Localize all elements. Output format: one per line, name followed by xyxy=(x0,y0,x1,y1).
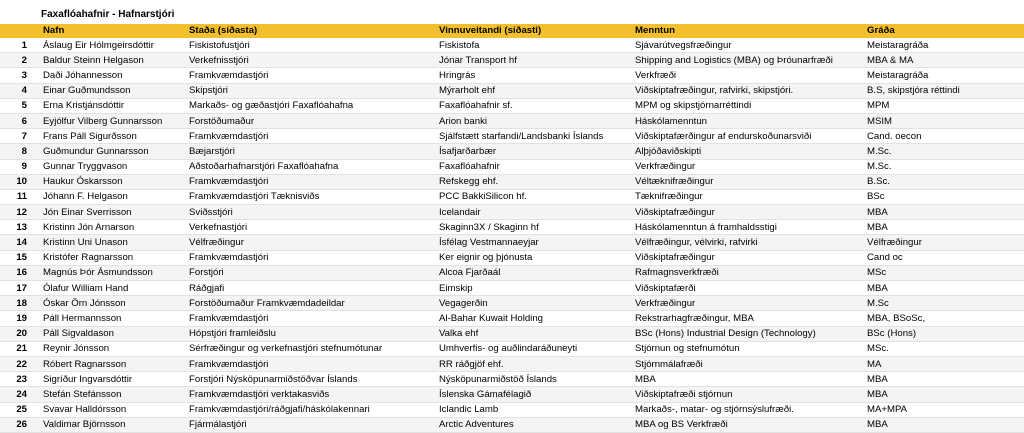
cell-position: Framkvæmdastjóri xyxy=(186,68,436,83)
row-number: 26 xyxy=(0,417,40,432)
cell-position: Skipstjóri xyxy=(186,83,436,98)
cell-education: Viðskiptafræðingur xyxy=(632,250,864,265)
cell-name: Áslaug Eir Hólmgeirsdóttir xyxy=(40,38,186,53)
cell-name: Stefán Stefánsson xyxy=(40,387,186,402)
cell-employer: Vegagerðin xyxy=(436,296,632,311)
cell-name: Guðmundur Gunnarsson xyxy=(40,144,186,159)
row-number: 16 xyxy=(0,265,40,280)
cell-position: Forstöðumaður Framkvæmdadeildar xyxy=(186,296,436,311)
cell-name: Sigríður Ingvarsdóttir xyxy=(40,372,186,387)
cell-education: Viðskiptafærði xyxy=(632,281,864,296)
cell-degree: Vélfræðingur xyxy=(864,235,1024,250)
table-row xyxy=(0,205,1024,220)
cell-position: Fiskistofustjóri xyxy=(186,38,436,53)
row-number: 17 xyxy=(0,281,40,296)
table-row xyxy=(0,38,1024,53)
cell-employer: Skaginn3X / Skaginn hf xyxy=(436,220,632,235)
cell-employer: Iclandic Lamb xyxy=(436,402,632,417)
header-row xyxy=(0,24,1024,38)
cell-position: Framkvæmdastjóri xyxy=(186,250,436,265)
cell-name: Haukur Óskarsson xyxy=(40,174,186,189)
row-number: 4 xyxy=(0,83,40,98)
cell-education: Véltæknifræðingur xyxy=(632,174,864,189)
cell-education: MPM og skipstjórnarréttindi xyxy=(632,98,864,113)
table-row xyxy=(0,326,1024,341)
cell-education: MBA xyxy=(632,372,864,387)
cell-degree: MBA xyxy=(864,417,1024,432)
table-row xyxy=(0,174,1024,189)
header-position: Staða (síðasta) xyxy=(189,25,258,36)
cell-education: Rekstrarhagfræðingur, MBA xyxy=(632,311,864,326)
cell-position: Sérfræðingur og verkefnastjóri stefnumótunar xyxy=(186,341,436,356)
table-row xyxy=(0,113,1024,128)
table-row xyxy=(0,356,1024,371)
cell-education: Verkfræðingur xyxy=(632,296,864,311)
table-row xyxy=(0,83,1024,98)
cell-name: Kristinn Uni Unason xyxy=(40,235,186,250)
cell-name: Svavar Halldórsson xyxy=(40,402,186,417)
cell-education: Vélfræðingur, vélvirki, rafvirki xyxy=(632,235,864,250)
row-number: 24 xyxy=(0,387,40,402)
cell-name: Kristinn Jón Arnarson xyxy=(40,220,186,235)
cell-position: Vélfræðingur xyxy=(186,235,436,250)
cell-name: Valdimar Björnsson xyxy=(40,417,186,432)
table-row xyxy=(0,68,1024,83)
header-index xyxy=(0,24,40,38)
cell-name: Jón Einar Sverrisson xyxy=(40,205,186,220)
cell-employer: Arctic Adventures xyxy=(436,417,632,432)
cell-employer: Íslenska Gámafélagið xyxy=(436,387,632,402)
table-row xyxy=(0,281,1024,296)
cell-employer: Arion banki xyxy=(436,113,632,128)
cell-degree: BSc (Hons) xyxy=(864,326,1024,341)
cell-position: Forstöðumaður xyxy=(186,113,436,128)
cell-education: MBA og BS Verkfræði xyxy=(632,417,864,432)
cell-position: Verkefnisstjóri xyxy=(186,53,436,68)
row-number: 1 xyxy=(0,38,40,53)
cell-name: Magnús Þór Ásmundsson xyxy=(40,265,186,280)
table-row xyxy=(0,417,1024,432)
cell-education: Viðskiptafærðingur af endurskoðunarsviði xyxy=(632,129,864,144)
row-number: 14 xyxy=(0,235,40,250)
cell-degree: MBA xyxy=(864,220,1024,235)
cell-degree: B.Sc. xyxy=(864,174,1024,189)
cell-education: BSc (Hons) Industrial Design (Technology) xyxy=(632,326,864,341)
cell-education: Shipping and Logistics (MBA) og Þróunarfræði xyxy=(632,53,864,68)
cell-name: Kristófer Ragnarsson xyxy=(40,250,186,265)
cell-education: Verkfræði xyxy=(632,68,864,83)
row-number: 19 xyxy=(0,311,40,326)
row-number: 13 xyxy=(0,220,40,235)
cell-position: Sviðsstjóri xyxy=(186,205,436,220)
cell-employer: Faxaflóahafnir sf. xyxy=(436,98,632,113)
row-number: 22 xyxy=(0,356,40,371)
cell-position: Forstjóri Nýsköpunarmiðstöðvar Íslands xyxy=(186,372,436,387)
cell-position: Ráðgjafi xyxy=(186,281,436,296)
row-number: 23 xyxy=(0,372,40,387)
header-name: Nafn xyxy=(43,25,65,36)
cell-employer: Ísfélag Vestmannaeyjar xyxy=(436,235,632,250)
cell-degree: BSc xyxy=(864,189,1024,204)
cell-position: Framkvæmdastjóri/ráðgjafi/háskólakennari xyxy=(186,402,436,417)
table-row xyxy=(0,129,1024,144)
cell-degree: MBA xyxy=(864,387,1024,402)
row-number: 15 xyxy=(0,250,40,265)
cell-employer: Ísafjarðarbær xyxy=(436,144,632,159)
cell-position: Verkefnastjóri xyxy=(186,220,436,235)
cell-employer: Ker eignir og þjónusta xyxy=(436,250,632,265)
cell-employer: Hringrás xyxy=(436,68,632,83)
cell-degree: MBA & MA xyxy=(864,53,1024,68)
table-row xyxy=(0,341,1024,356)
cell-degree: Cand. oecon xyxy=(864,129,1024,144)
row-number: 2 xyxy=(0,53,40,68)
cell-education: Sjávarútvegsfræðingur xyxy=(632,38,864,53)
cell-employer: RR ráðgjöf ehf. xyxy=(436,356,632,371)
cell-position: Markaðs- og gæðastjóri Faxaflóahafna xyxy=(186,98,436,113)
cell-degree: MSIM xyxy=(864,113,1024,128)
row-number: 12 xyxy=(0,205,40,220)
table-row xyxy=(0,372,1024,387)
cell-degree: MA+MPA xyxy=(864,402,1024,417)
table-row xyxy=(0,402,1024,417)
cell-employer: PCC BakkiSilicon hf. xyxy=(436,189,632,204)
cell-education: Verkfræðingur xyxy=(632,159,864,174)
cell-name: Ólafur William Hand xyxy=(40,281,186,296)
cell-education: Rafmagnsverkfræði xyxy=(632,265,864,280)
cell-education: Stjórnun og stefnumótun xyxy=(632,341,864,356)
cell-degree: B.S, skipstjóra réttindi xyxy=(864,83,1024,98)
cell-position: Framkvæmdastjóri xyxy=(186,311,436,326)
cell-name: Gunnar Tryggvason xyxy=(40,159,186,174)
cell-degree: MBA xyxy=(864,281,1024,296)
cell-education: Markaðs-, matar- og stjórnsýslufræði. xyxy=(632,402,864,417)
table-row xyxy=(0,220,1024,235)
cell-degree: MPM xyxy=(864,98,1024,113)
cell-position: Framkvæmdastjóri xyxy=(186,174,436,189)
cell-degree: M.Sc. xyxy=(864,159,1024,174)
cell-degree: Meistaragráða xyxy=(864,38,1024,53)
cell-employer: Icelandair xyxy=(436,205,632,220)
cell-name: Róbert Ragnarsson xyxy=(40,356,186,371)
cell-degree: MA xyxy=(864,356,1024,371)
cell-degree: Cand oc xyxy=(864,250,1024,265)
row-number: 3 xyxy=(0,68,40,83)
cell-employer: Umhverfis- og auðlindaráðuneyti xyxy=(436,341,632,356)
row-number: 9 xyxy=(0,159,40,174)
cell-employer: Valka ehf xyxy=(436,326,632,341)
row-number: 5 xyxy=(0,98,40,113)
table-row xyxy=(0,189,1024,204)
cell-position: Fjármálastjóri xyxy=(186,417,436,432)
cell-employer: Alcoa Fjarðaál xyxy=(436,265,632,280)
header-education: Menntun xyxy=(635,25,675,36)
cell-employer: Fiskistofa xyxy=(436,38,632,53)
cell-name: Reynir Jónsson xyxy=(40,341,186,356)
cell-degree: MSc xyxy=(864,265,1024,280)
cell-name: Erna Kristjánsdóttir xyxy=(40,98,186,113)
cell-degree: MBA xyxy=(864,372,1024,387)
cell-name: Páll Hermannsson xyxy=(40,311,186,326)
table-row xyxy=(0,159,1024,174)
cell-degree: MBA, BSoSc, xyxy=(864,311,1024,326)
cell-education: Háskólamenntun xyxy=(632,113,864,128)
table-row xyxy=(0,311,1024,326)
row-number: 20 xyxy=(0,326,40,341)
cell-education: Háskólamenntun á framhaldsstigi xyxy=(632,220,864,235)
table-row xyxy=(0,296,1024,311)
cell-position: Aðstoðarhafnarstjóri Faxaflóahafna xyxy=(186,159,436,174)
cell-position: Framkvæmdastjóri xyxy=(186,356,436,371)
table-row xyxy=(0,235,1024,250)
cell-position: Hópstjóri framleiðslu xyxy=(186,326,436,341)
cell-position: Forstjóri xyxy=(186,265,436,280)
cell-name: Einar Guðmundsson xyxy=(40,83,186,98)
table-row xyxy=(0,53,1024,68)
table-row xyxy=(0,387,1024,402)
cell-position: Framkvæmdastjóri Tæknisviðs xyxy=(186,189,436,204)
cell-position: Framkvæmdastjóri verktakasviðs xyxy=(186,387,436,402)
cell-education: Stjórnmálafræði xyxy=(632,356,864,371)
row-number: 21 xyxy=(0,341,40,356)
cell-employer: Eimskip xyxy=(436,281,632,296)
cell-position: Framkvæmdastjóri xyxy=(186,129,436,144)
cell-employer: Mýrarholt ehf xyxy=(436,83,632,98)
cell-name: Baldur Steinn Helgason xyxy=(40,53,186,68)
row-number: 8 xyxy=(0,144,40,159)
cell-education: Tæknifræðingur xyxy=(632,189,864,204)
applicants-table xyxy=(0,24,1024,433)
cell-employer: Jónar Transport hf xyxy=(436,53,632,68)
cell-name: Eyjólfur Vilberg Gunnarsson xyxy=(40,113,186,128)
cell-position: Bæjarstjóri xyxy=(186,144,436,159)
cell-name: Frans Páll Sigurðsson xyxy=(40,129,186,144)
cell-employer: Sjálfstætt starfandi/Landsbanki Íslands xyxy=(436,129,632,144)
row-number: 10 xyxy=(0,174,40,189)
row-number: 25 xyxy=(0,402,40,417)
cell-education: Viðskiptafræði stjórnun xyxy=(632,387,864,402)
row-number: 11 xyxy=(0,189,40,204)
table-row xyxy=(0,98,1024,113)
row-number: 7 xyxy=(0,129,40,144)
cell-employer: Al-Bahar Kuwait Holding xyxy=(436,311,632,326)
cell-employer: Nýsköpunarmiðstöð Íslands xyxy=(436,372,632,387)
cell-name: Jóhann F. Helgason xyxy=(40,189,186,204)
cell-degree: MBA xyxy=(864,205,1024,220)
cell-name: Daði Jóhannesson xyxy=(40,68,186,83)
table-row xyxy=(0,144,1024,159)
header-degree: Gráða xyxy=(867,25,895,36)
cell-education: Viðskiptafræðingur, rafvirki, skipstjóri. xyxy=(632,83,864,98)
cell-employer: Faxaflóahafnir xyxy=(436,159,632,174)
cell-name: Óskar Örn Jónsson xyxy=(40,296,186,311)
row-number: 18 xyxy=(0,296,40,311)
cell-name: Páll Sigvaldason xyxy=(40,326,186,341)
cell-education: Viðskiptafræðingur xyxy=(632,205,864,220)
header-employer: Vinnuveitandi (síðasti) xyxy=(439,25,542,36)
table-row xyxy=(0,265,1024,280)
cell-degree: MSc. xyxy=(864,341,1024,356)
row-number: 6 xyxy=(0,113,40,128)
cell-degree: Meistaragráða xyxy=(864,68,1024,83)
table-row xyxy=(0,250,1024,265)
cell-employer: Refskegg ehf. xyxy=(436,174,632,189)
cell-degree: M.Sc xyxy=(864,296,1024,311)
sheet-title: Faxaflóahafnir - Hafnarstjóri xyxy=(41,9,175,20)
cell-education: Alþjóðaviðskipti xyxy=(632,144,864,159)
cell-degree: M.Sc. xyxy=(864,144,1024,159)
